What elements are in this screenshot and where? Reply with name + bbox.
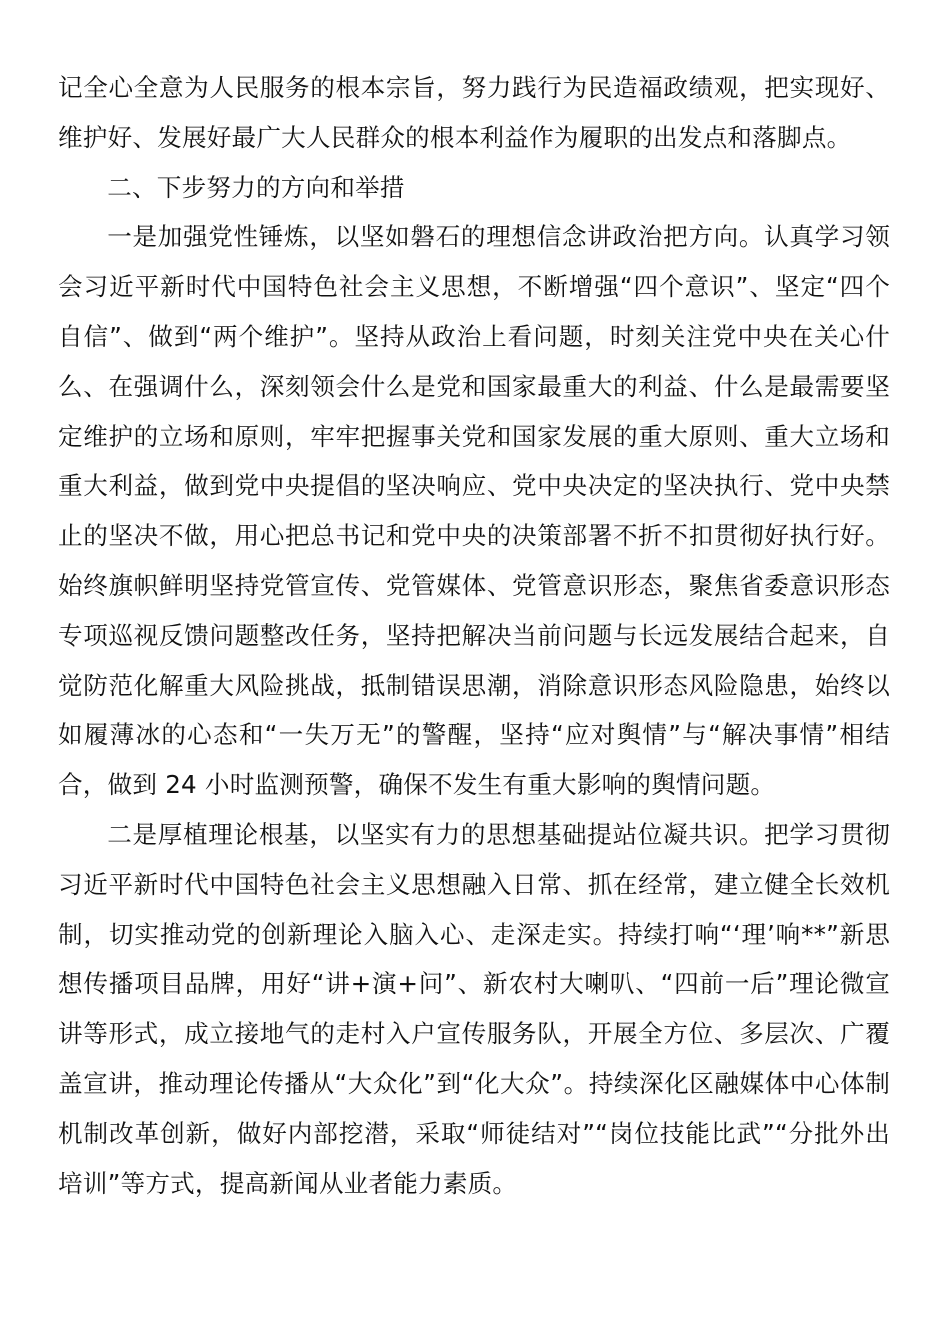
paragraph-continuation: 记全心全意为人民服务的根本宗旨，努力践行为民造福政绩观，把实现好、维护好、发展好最广大人民群众的根本利益作为履职的出发点和落脚点。: [58, 73, 890, 152]
paragraph-party-spirit: 一是加强党性锤炼，以坚如磐石的理想信念讲政治把方向。认真学习领会习近平新时代中国特色社会主义思想，不断增强“四个意识”、坚定“四个自信”、做到“两个维护”。坚持从政治上看问题，时刻关注党中央在关心什么、在强调什么，深刻领会什么是党和国家最重大的利益、什么是最需要坚定维护的立场和原则，牢牢把握事关党和国家发展的重大原则、重大立场和重大利益，做到党中央提倡的坚决响应、党中央决定的坚决执行、党中央禁止的坚决不做，用心把总书记和党中央的决策部署不折不扣贯彻好执行好。始终旗帜鲜明坚持党管宣传、党管媒体、党管意识形态，聚焦省委意识形态专项巡视反馈问题整改任务，坚持把解决当前问题与长远发展结合起来，自觉防范化解重大风险挑战，抵制错误思潮，消除意识形态风险隐患，始终以如履薄冰的心态和“一失万无”的警醒，坚持“应对舆情”与“解决事情”相结合，做到 24 小时监测预警，确保不发生有重大影响的舆情问题。: [58, 222, 890, 800]
document-body: [58, 63, 890, 1208]
section-heading: 二、下步努力的方向和举措: [107, 172, 405, 202]
paragraph-theory-foundation: 二是厚植理论根基，以坚实有力的思想基础提站位凝共识。把学习贯彻习近平新时代中国特色社会主义思想融入日常、抓在经常，建立健全长效机制，切实推动党的创新理论入脑入心、走深走实。持续打响“‘理’响**”新思想传播项目品牌，用好“讲+演+问”、新农村大喇叭、“四前一后”理论微宣讲等形式，成立接地气的走村入户宣传服务队，开展全方位、多层次、广覆盖宣讲，推动理论传播从“大众化”到“化大众”。持续深化区融媒体中心体制机制改革创新，做好内部挖潜，采取“师徒结对”“岗位技能比武”“分批外出培训”等方式，提高新闻从业者能力素质。: [58, 819, 890, 1198]
